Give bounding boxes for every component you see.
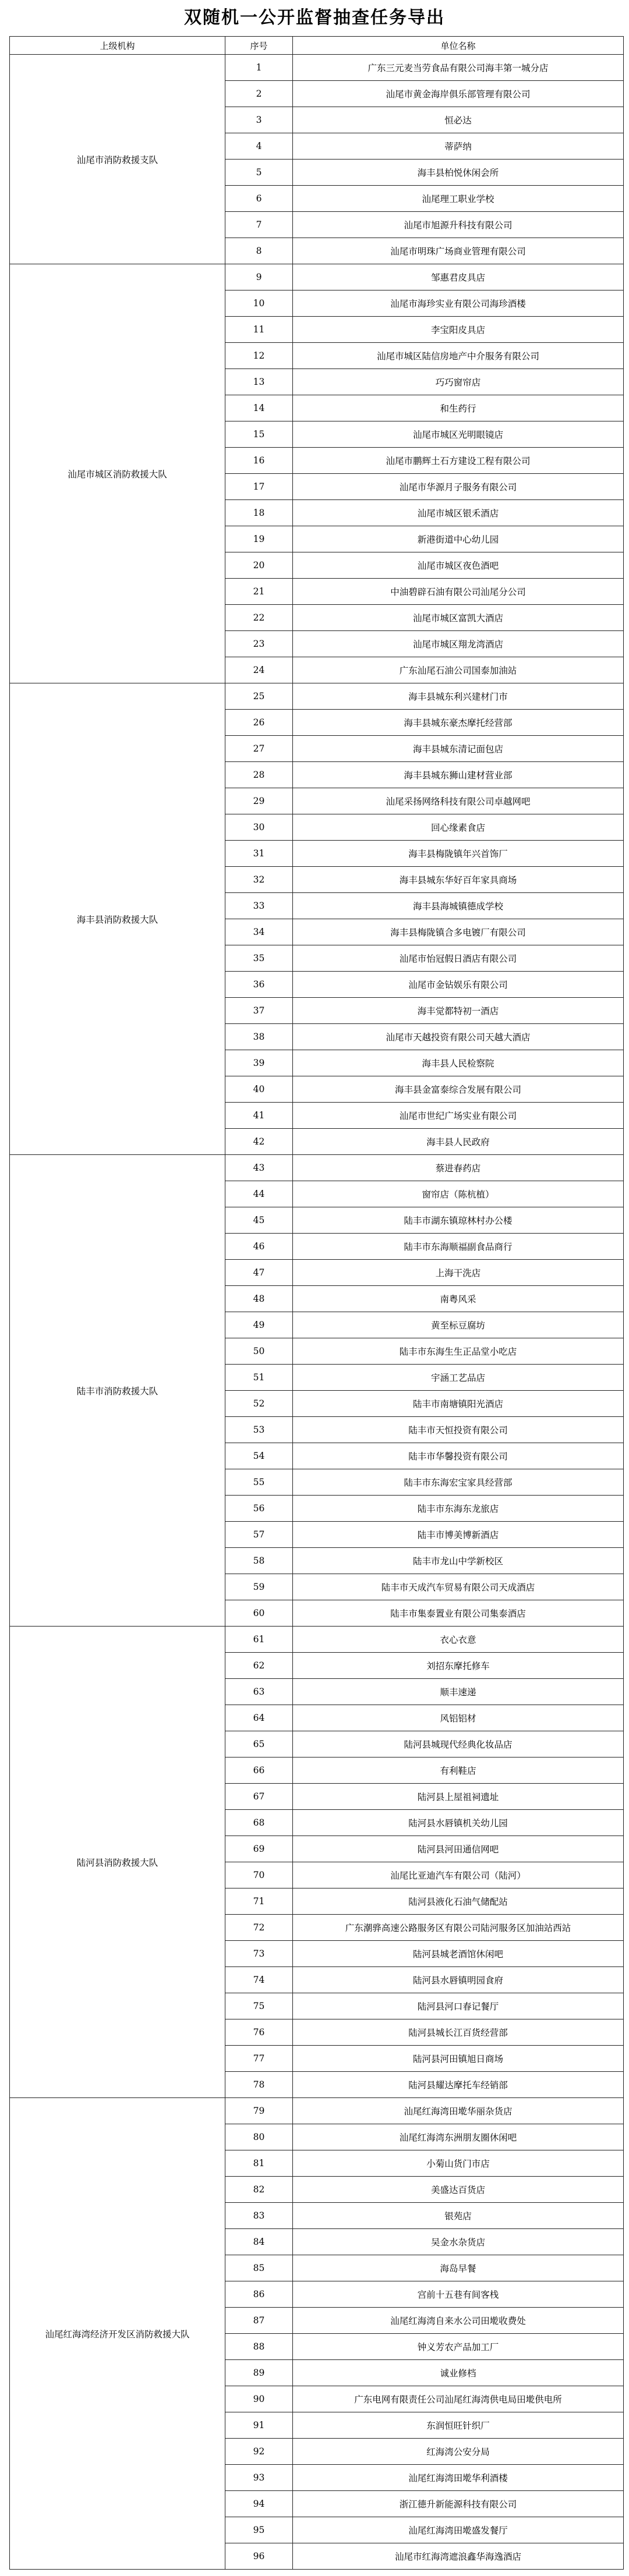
row-number-cell: 93 (225, 2465, 293, 2491)
unit-name-cell: 汕尾红海湾田墘盛发餐厅 (293, 2517, 624, 2543)
unit-name-cell: 汕尾采扬网络科技有限公司卓越网吧 (293, 788, 624, 814)
unit-name-cell: 汕尾市海珍实业有限公司海珍酒楼 (293, 290, 624, 317)
row-number-cell: 95 (225, 2517, 293, 2543)
row-number-cell: 76 (225, 2019, 293, 2046)
table-row (10, 1627, 624, 1653)
row-number-cell: 46 (225, 1234, 293, 1260)
row-number-cell: 24 (225, 657, 293, 683)
unit-name-cell: 海丰县海城镇德成学校 (293, 893, 624, 919)
row-number-cell: 59 (225, 1574, 293, 1600)
unit-name-cell: 陆河县河口春记餐厅 (293, 1993, 624, 2019)
row-number-cell: 94 (225, 2491, 293, 2517)
row-number-cell: 48 (225, 1286, 293, 1312)
unit-name-cell: 蒂萨纳 (293, 133, 624, 160)
row-number-cell: 1 (225, 55, 293, 81)
unit-name-cell: 陆丰市南塘镇阳光酒店 (293, 1391, 624, 1417)
unit-name-cell: 陆河县上屋祖祠遗址 (293, 1784, 624, 1810)
table-row (10, 2098, 624, 2124)
row-number-cell: 3 (225, 107, 293, 133)
row-number-cell: 74 (225, 1967, 293, 1993)
row-number-cell: 16 (225, 448, 293, 474)
unit-name-cell: 汕尾市金钻娱乐有限公司 (293, 972, 624, 998)
unit-name-cell: 李宝阳皮具店 (293, 317, 624, 343)
unit-name-cell: 汕尾市红海湾遮浪鑫华海逸酒店 (293, 2543, 624, 2570)
row-number-cell: 19 (225, 526, 293, 552)
row-number-cell: 26 (225, 710, 293, 736)
unit-name-cell: 汕尾红海湾田墘华利酒楼 (293, 2465, 624, 2491)
row-number-cell: 65 (225, 1731, 293, 1758)
unit-name-cell: 汕尾市城区银禾酒店 (293, 500, 624, 526)
row-number-cell: 90 (225, 2386, 293, 2412)
unit-name-cell: 汕尾市城区夜色酒吧 (293, 552, 624, 579)
row-number-cell: 88 (225, 2334, 293, 2360)
row-number-cell: 54 (225, 1443, 293, 1469)
row-number-cell: 58 (225, 1548, 293, 1574)
column-header-org: 上级机构 (10, 37, 225, 55)
unit-name-cell: 黄至标豆腐坊 (293, 1312, 624, 1338)
table-body (10, 55, 624, 2570)
unit-name-cell: 陆河县河田通信网吧 (293, 1836, 624, 1862)
unit-name-cell: 陆丰市华馨投资有限公司 (293, 1443, 624, 1469)
org-cell: 陆河县消防救援大队 (10, 1627, 225, 2098)
row-number-cell: 61 (225, 1627, 293, 1653)
org-cell: 陆丰市消防救援大队 (10, 1155, 225, 1627)
unit-name-cell: 刘招东摩托修车 (293, 1653, 624, 1679)
row-number-cell: 6 (225, 186, 293, 212)
row-number-cell: 42 (225, 1129, 293, 1155)
row-number-cell: 91 (225, 2412, 293, 2439)
unit-name-cell: 广东汕尾石油公司国泰加油站 (293, 657, 624, 683)
unit-name-cell: 诚业修档 (293, 2360, 624, 2386)
unit-name-cell: 汕尾红海湾自来水公司田墘收费处 (293, 2308, 624, 2334)
unit-name-cell: 中油碧辟石油有限公司汕尾分公司 (293, 579, 624, 605)
table-row (10, 264, 624, 290)
unit-name-cell: 陆丰市东海宏宝家具经营部 (293, 1469, 624, 1496)
row-number-cell: 39 (225, 1050, 293, 1076)
row-number-cell: 14 (225, 395, 293, 421)
row-number-cell: 73 (225, 1941, 293, 1967)
row-number-cell: 47 (225, 1260, 293, 1286)
row-number-cell: 44 (225, 1181, 293, 1207)
row-number-cell: 41 (225, 1103, 293, 1129)
unit-name-cell: 汕尾市城区光明眼镜店 (293, 421, 624, 448)
unit-name-cell: 新港街道中心幼儿园 (293, 526, 624, 552)
page-title: 双随机一公开监督抽查任务导出 (184, 8, 445, 28)
unit-name-cell: 广东三元麦当劳食品有限公司海丰第一城分店 (293, 55, 624, 81)
unit-name-cell: 汕尾比亚迪汽车有限公司（陆河） (293, 1862, 624, 1888)
unit-name-cell: 钟义芳农产品加工厂 (293, 2334, 624, 2360)
unit-name-cell: 陆河县城现代经典化妆品店 (293, 1731, 624, 1758)
unit-name-cell: 东润恒旺针织厂 (293, 2412, 624, 2439)
row-number-cell: 78 (225, 2072, 293, 2098)
unit-name-cell: 汕尾市黄金海岸俱乐部管理有限公司 (293, 81, 624, 107)
row-number-cell: 80 (225, 2124, 293, 2150)
unit-name-cell: 陆丰市天成汽车贸易有限公司天成酒店 (293, 1574, 624, 1600)
unit-name-cell: 海丰县城东利兴建材门市 (293, 683, 624, 710)
header-row (10, 37, 624, 55)
unit-name-cell: 陆丰市天恒投资有限公司 (293, 1417, 624, 1443)
unit-name-cell: 海丰县城东豪杰摩托经营部 (293, 710, 624, 736)
unit-name-cell: 陆丰市博美博新酒店 (293, 1522, 624, 1548)
table-row (10, 683, 624, 710)
row-number-cell: 71 (225, 1888, 293, 1915)
column-header-no: 序号 (225, 37, 293, 55)
row-number-cell: 40 (225, 1076, 293, 1103)
row-number-cell: 55 (225, 1469, 293, 1496)
unit-name-cell: 海丰县柏悦休闲会所 (293, 160, 624, 186)
unit-name-cell: 广东电网有限责任公司汕尾红海湾供电局田墘供电所 (293, 2386, 624, 2412)
row-number-cell: 51 (225, 1365, 293, 1391)
unit-name-cell: 汕尾市城区陆信房地产中介服务有限公司 (293, 343, 624, 369)
row-number-cell: 66 (225, 1758, 293, 1784)
row-number-cell: 69 (225, 1836, 293, 1862)
row-number-cell: 30 (225, 814, 293, 841)
unit-name-cell: 恒必达 (293, 107, 624, 133)
unit-name-cell: 陆河县城老酒馆休闲吧 (293, 1941, 624, 1967)
unit-name-cell: 银苑店 (293, 2203, 624, 2229)
unit-name-cell: 陆河县河田镇旭日商场 (293, 2046, 624, 2072)
unit-name-cell: 陆河县水唇镇明园食府 (293, 1967, 624, 1993)
unit-name-cell: 回心缘素食店 (293, 814, 624, 841)
row-number-cell: 62 (225, 1653, 293, 1679)
row-number-cell: 56 (225, 1496, 293, 1522)
row-number-cell: 28 (225, 762, 293, 788)
unit-name-cell: 陆丰市东海生生正品堂小吃店 (293, 1338, 624, 1365)
row-number-cell: 17 (225, 474, 293, 500)
row-number-cell: 77 (225, 2046, 293, 2072)
row-number-cell: 20 (225, 552, 293, 579)
row-number-cell: 79 (225, 2098, 293, 2124)
row-number-cell: 15 (225, 421, 293, 448)
unit-name-cell: 汕尾红海湾田墘华丽杂货店 (293, 2098, 624, 2124)
unit-name-cell: 衣心衣意 (293, 1627, 624, 1653)
row-number-cell: 67 (225, 1784, 293, 1810)
row-number-cell: 33 (225, 893, 293, 919)
unit-name-cell: 陆丰市东海顺福副食品商行 (293, 1234, 624, 1260)
row-number-cell: 29 (225, 788, 293, 814)
unit-name-cell: 海丰县梅陇镇合多电镀厂有限公司 (293, 919, 624, 945)
unit-name-cell: 和生药行 (293, 395, 624, 421)
unit-name-cell: 海丰县城东清记面包店 (293, 736, 624, 762)
unit-name-cell: 广东潮骅高速公路服务区有限公司陆河服务区加油站西站 (293, 1915, 624, 1941)
row-number-cell: 7 (225, 212, 293, 238)
unit-name-cell: 顺丰速递 (293, 1679, 624, 1705)
row-number-cell: 21 (225, 579, 293, 605)
row-number-cell: 25 (225, 683, 293, 710)
unit-name-cell: 陆河县耀达摩托车经销部 (293, 2072, 624, 2098)
org-cell: 汕尾市消防救援支队 (10, 55, 225, 264)
unit-name-cell: 有利鞋店 (293, 1758, 624, 1784)
task-table (9, 36, 624, 2570)
row-number-cell: 85 (225, 2255, 293, 2281)
unit-name-cell: 汕尾市怡冠假日酒店有限公司 (293, 945, 624, 972)
row-number-cell: 45 (225, 1207, 293, 1234)
row-number-cell: 96 (225, 2543, 293, 2570)
unit-name-cell: 汕尾市明珠广场商业管理有限公司 (293, 238, 624, 264)
row-number-cell: 9 (225, 264, 293, 290)
unit-name-cell: 宇涵工艺品店 (293, 1365, 624, 1391)
row-number-cell: 83 (225, 2203, 293, 2229)
row-number-cell: 11 (225, 317, 293, 343)
unit-name-cell: 巧巧窗帘店 (293, 369, 624, 395)
unit-name-cell: 陆丰市湖东镇琼林村办公楼 (293, 1207, 624, 1234)
unit-name-cell: 海岛早餐 (293, 2255, 624, 2281)
row-number-cell: 12 (225, 343, 293, 369)
row-number-cell: 36 (225, 972, 293, 998)
column-header-unit: 单位名称 (293, 37, 624, 55)
unit-name-cell: 汕尾市鹏辉土石方建设工程有限公司 (293, 448, 624, 474)
unit-name-cell: 吴金水杂货店 (293, 2229, 624, 2255)
unit-name-cell: 海丰县金富泰综合发展有限公司 (293, 1076, 624, 1103)
row-number-cell: 60 (225, 1600, 293, 1627)
row-number-cell: 87 (225, 2308, 293, 2334)
row-number-cell: 82 (225, 2177, 293, 2203)
row-number-cell: 38 (225, 1024, 293, 1050)
row-number-cell: 49 (225, 1312, 293, 1338)
row-number-cell: 68 (225, 1810, 293, 1836)
row-number-cell: 32 (225, 867, 293, 893)
row-number-cell: 2 (225, 81, 293, 107)
row-number-cell: 43 (225, 1155, 293, 1181)
row-number-cell: 86 (225, 2281, 293, 2308)
unit-name-cell: 浙江德升新能源科技有限公司 (293, 2491, 624, 2517)
row-number-cell: 81 (225, 2150, 293, 2177)
unit-name-cell: 海丰县人民政府 (293, 1129, 624, 1155)
row-number-cell: 64 (225, 1705, 293, 1731)
row-number-cell: 23 (225, 631, 293, 657)
unit-name-cell: 汕尾市城区翔龙湾酒店 (293, 631, 624, 657)
row-number-cell: 57 (225, 1522, 293, 1548)
row-number-cell: 35 (225, 945, 293, 972)
row-number-cell: 53 (225, 1417, 293, 1443)
unit-name-cell: 蔡进春药店 (293, 1155, 624, 1181)
row-number-cell: 52 (225, 1391, 293, 1417)
unit-name-cell: 上海干洗店 (293, 1260, 624, 1286)
unit-name-cell: 海丰觉都特初一酒店 (293, 998, 624, 1024)
unit-name-cell: 汕尾市天越投资有限公司天越大酒店 (293, 1024, 624, 1050)
unit-name-cell: 小菊山货门市店 (293, 2150, 624, 2177)
row-number-cell: 70 (225, 1862, 293, 1888)
unit-name-cell: 汕尾理工职业学校 (293, 186, 624, 212)
unit-name-cell: 陆丰市东海东龙旅店 (293, 1496, 624, 1522)
unit-name-cell: 邹惠君皮具店 (293, 264, 624, 290)
unit-name-cell: 风铝铝材 (293, 1705, 624, 1731)
table-row (10, 55, 624, 81)
row-number-cell: 92 (225, 2439, 293, 2465)
row-number-cell: 63 (225, 1679, 293, 1705)
unit-name-cell: 南粤风采 (293, 1286, 624, 1312)
unit-name-cell: 汕尾市华源月子服务有限公司 (293, 474, 624, 500)
row-number-cell: 50 (225, 1338, 293, 1365)
unit-name-cell: 宫前十五巷有间客栈 (293, 2281, 624, 2308)
org-cell: 海丰县消防救援大队 (10, 683, 225, 1155)
row-number-cell: 5 (225, 160, 293, 186)
unit-name-cell: 汕尾市城区富凯大酒店 (293, 605, 624, 631)
row-number-cell: 72 (225, 1915, 293, 1941)
row-number-cell: 37 (225, 998, 293, 1024)
org-cell: 汕尾市城区消防救援大队 (10, 264, 225, 683)
row-number-cell: 18 (225, 500, 293, 526)
unit-name-cell: 陆河县水唇镇机关幼儿园 (293, 1810, 624, 1836)
unit-name-cell: 汕尾市旭源升科技有限公司 (293, 212, 624, 238)
unit-name-cell: 陆丰市龙山中学新校区 (293, 1548, 624, 1574)
row-number-cell: 4 (225, 133, 293, 160)
org-cell: 汕尾红海湾经济开发区消防救援大队 (10, 2098, 225, 2570)
unit-name-cell: 美盛达百货店 (293, 2177, 624, 2203)
row-number-cell: 10 (225, 290, 293, 317)
row-number-cell: 34 (225, 919, 293, 945)
unit-name-cell: 海丰县梅陇镇年兴首饰厂 (293, 841, 624, 867)
unit-name-cell: 海丰县人民检察院 (293, 1050, 624, 1076)
row-number-cell: 89 (225, 2360, 293, 2386)
unit-name-cell: 陆丰市集泰置业有限公司集泰酒店 (293, 1600, 624, 1627)
unit-name-cell: 红海湾公安分局 (293, 2439, 624, 2465)
unit-name-cell: 海丰县城东华好百年家具商场 (293, 867, 624, 893)
row-number-cell: 75 (225, 1993, 293, 2019)
row-number-cell: 22 (225, 605, 293, 631)
row-number-cell: 27 (225, 736, 293, 762)
unit-name-cell: 汕尾市世纪广场实业有限公司 (293, 1103, 624, 1129)
row-number-cell: 13 (225, 369, 293, 395)
row-number-cell: 31 (225, 841, 293, 867)
row-number-cell: 8 (225, 238, 293, 264)
unit-name-cell: 陆河县液化石油气储配站 (293, 1888, 624, 1915)
unit-name-cell: 陆河县城长江百货经营部 (293, 2019, 624, 2046)
row-number-cell: 84 (225, 2229, 293, 2255)
unit-name-cell: 汕尾红海湾东洲朋友圈休闲吧 (293, 2124, 624, 2150)
unit-name-cell: 海丰县城东狮山建材营业部 (293, 762, 624, 788)
table-row (10, 1155, 624, 1181)
unit-name-cell: 窗帘店（陈杭植） (293, 1181, 624, 1207)
